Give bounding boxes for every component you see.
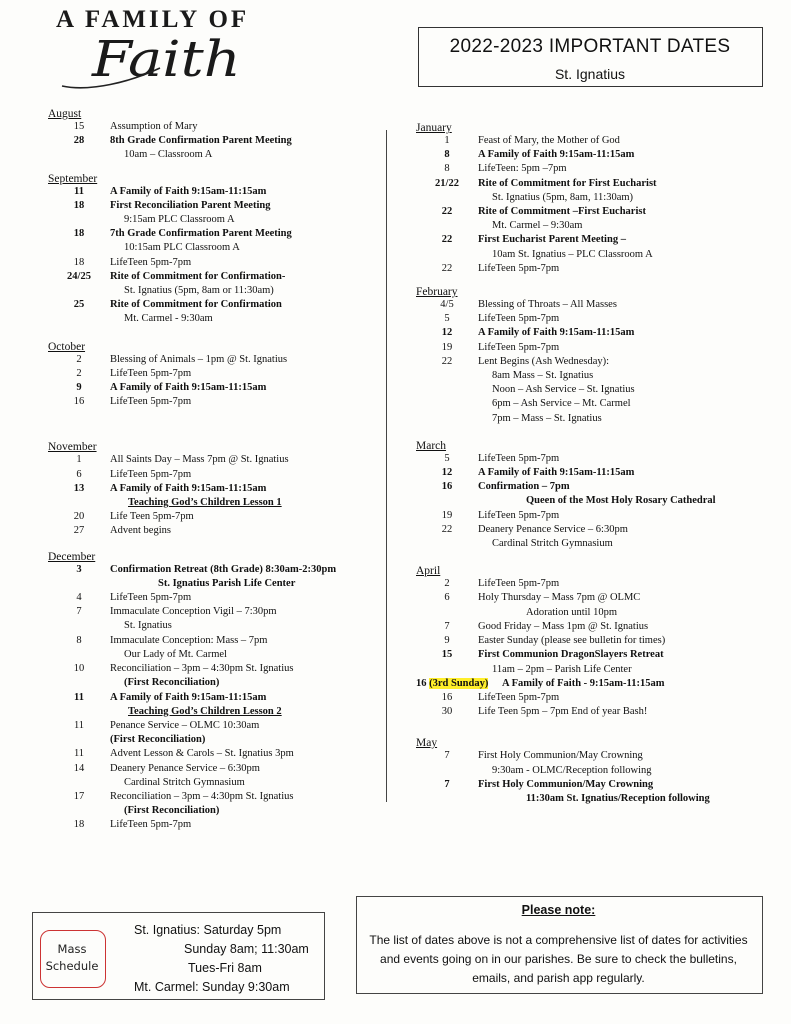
date-cell: 6 <box>444 592 450 604</box>
event-text: First Holy Communion/May Crowning <box>478 750 643 762</box>
date-row <box>48 256 378 270</box>
date-row <box>416 248 762 262</box>
event-text: Assumption of Mary <box>110 121 198 132</box>
event-text: LifeTeen 5pm-7pm <box>478 452 560 464</box>
date-cell: 18 <box>73 199 85 211</box>
date-row <box>416 606 762 620</box>
event-text: Immaculate Conception Vigil – 7:30pm <box>110 606 277 618</box>
date-row <box>48 353 378 367</box>
event-text: Confirmation – 7pm <box>478 481 570 493</box>
event-text: LifeTeen 5pm-7pm <box>110 367 192 379</box>
date-cell: 6 <box>76 468 82 480</box>
date-row <box>48 185 378 199</box>
highlight-badge: (3rd Sunday) <box>429 677 489 689</box>
event-text: 9:15am PLC Classroom A <box>124 214 235 226</box>
date-row <box>48 804 378 818</box>
date-cell: 18 <box>73 256 85 268</box>
event-text: LifeTeen 5pm-7pm <box>110 396 192 408</box>
date-row <box>48 134 378 148</box>
event-text: A Family of Faith 9:15am-11:15am <box>110 691 267 703</box>
date-cell <box>48 213 110 227</box>
date-cell: 11 <box>74 185 84 197</box>
date-row <box>416 591 762 605</box>
date-cell <box>48 619 110 633</box>
event-text: (First Reconciliation) <box>110 734 206 746</box>
date-row <box>48 241 378 255</box>
date-cell: 12 <box>441 327 453 339</box>
date-cell: 4 <box>76 592 82 604</box>
event-text: 10am St. Ignatius – PLC Classroom A <box>492 248 653 260</box>
date-row <box>48 605 378 619</box>
date-cell <box>48 284 110 298</box>
date-row <box>48 367 378 381</box>
event-text: Rite of Commitment for Confirmation- <box>110 270 286 282</box>
date-cell <box>416 248 478 262</box>
date-row <box>48 619 378 633</box>
date-row <box>48 634 378 648</box>
date-cell <box>416 191 478 205</box>
date-row <box>416 764 762 778</box>
event-text: (First Reconciliation) <box>124 677 220 689</box>
event-text: St. Ignatius (5pm, 8am, 11:30am) <box>492 191 634 203</box>
date-cell <box>416 663 478 677</box>
month-section <box>416 286 762 426</box>
date-row <box>48 563 378 577</box>
date-cell <box>48 577 110 591</box>
event-text: LifeTeen 5pm-7pm <box>478 509 560 521</box>
event-text: 11am – 2pm – Parish Life Center <box>492 663 632 675</box>
date-cell: 3 <box>76 563 82 575</box>
event-text: Life Teen 5pm-7pm <box>110 511 194 523</box>
date-row <box>416 523 762 537</box>
parish-name: St. Ignatius <box>554 66 626 82</box>
month-heading: September <box>48 172 98 185</box>
date-row <box>416 341 762 355</box>
event-text: All Saints Day – Mass 7pm @ St. Ignatius <box>110 454 289 466</box>
event-text: 9:30am - OLMC/Reception following <box>492 764 652 776</box>
date-cell: 22 <box>441 355 453 367</box>
event-text: 8th Grade Confirmation Parent Meeting <box>110 135 292 147</box>
date-cell <box>416 397 478 411</box>
event-text: Good Friday – Mass 1pm @ St. Ignatius <box>478 620 649 632</box>
event-text: Rite of Commitment for First Eucharist <box>478 177 657 189</box>
event-text: Noon – Ash Service – St. Ignatius <box>492 384 635 396</box>
date-cell: 27 <box>73 525 85 537</box>
mass-line: Mt. Carmel: Sunday 9:30am <box>134 980 290 994</box>
date-cell: 18 <box>73 228 85 240</box>
date-row <box>416 480 762 494</box>
event-text: Reconciliation – 3pm – 4:30pm St. Ignatius <box>110 790 294 802</box>
date-cell: 11 <box>73 748 85 760</box>
event-text: LifeTeen 5pm-7pm <box>478 313 560 325</box>
date-cell: 15 <box>73 121 85 132</box>
date-cell <box>416 764 478 778</box>
date-row <box>416 648 762 662</box>
date-cell: 7 <box>444 620 450 632</box>
month-heading: February <box>416 286 458 299</box>
date-row <box>416 326 762 340</box>
event-text: Teaching God’s Children Lesson 2 <box>128 705 282 717</box>
date-row <box>48 790 378 804</box>
date-cell: 16 (3rd Sunday) <box>416 677 489 689</box>
date-cell: 8 <box>444 163 450 175</box>
date-row <box>48 705 378 719</box>
event-text: Immaculate Conception: Mass – 7pm <box>110 634 268 646</box>
date-row <box>48 577 378 591</box>
date-row <box>48 120 378 134</box>
month-heading: December <box>48 550 96 563</box>
date-cell: 22 <box>441 206 453 218</box>
event-text: Mt. Carmel - 9:30am <box>124 313 213 325</box>
date-row <box>48 676 378 690</box>
event-text: LifeTeen 5pm-7pm <box>110 468 192 480</box>
date-row <box>416 634 762 648</box>
date-row <box>48 818 378 832</box>
date-cell: 7 <box>444 750 450 762</box>
event-text: 7pm – Mass – St. Ignatius <box>492 412 602 424</box>
date-cell <box>416 219 478 233</box>
date-row <box>416 792 762 806</box>
event-text: A Family of Faith - 9:15am-11:15am <box>502 677 665 689</box>
date-cell: 1 <box>444 135 450 146</box>
date-row <box>48 510 378 524</box>
event-text: A Family of Faith 9:15am-11:15am <box>478 327 635 339</box>
date-row <box>48 733 378 747</box>
date-row <box>416 134 762 148</box>
event-text: Confirmation Retreat (8th Grade) 8:30am-2:30pm <box>110 563 337 575</box>
date-row <box>48 395 378 409</box>
event-text: 8am Mass – St. Ignatius <box>492 370 594 382</box>
date-cell: 9 <box>444 635 450 647</box>
date-row <box>416 355 762 369</box>
date-cell <box>48 776 110 790</box>
column-divider <box>386 130 387 802</box>
date-cell: 16 <box>73 396 85 408</box>
date-cell <box>416 383 478 397</box>
date-cell: 16 <box>441 691 453 703</box>
event-text: Deanery Penance Service – 6:30pm <box>110 762 260 774</box>
logo-script: Faith <box>92 30 241 88</box>
date-row <box>416 369 762 383</box>
date-cell: 22 <box>441 234 453 246</box>
event-text: Penance Service – OLMC 10:30am <box>110 719 260 731</box>
date-row <box>416 691 762 705</box>
event-text: Rite of Commitment for Confirmation <box>110 299 282 311</box>
date-cell: 20 <box>73 511 85 523</box>
date-row <box>48 270 378 284</box>
mass-line: Sunday 8am; 11:30am <box>184 942 309 956</box>
event-text: LifeTeen 5pm-7pm <box>478 341 560 353</box>
event-text: Advent begins <box>110 525 171 537</box>
date-cell: 8 <box>76 634 82 646</box>
event-text: A Family of Faith 9:15am-11:15am <box>110 382 267 394</box>
event-text: LifeTeen 5pm-7pm <box>110 256 192 268</box>
date-cell: 9 <box>76 382 82 394</box>
date-row <box>48 591 378 605</box>
date-cell: 4/5 <box>440 299 454 311</box>
event-text: Feast of Mary, the Mother of God <box>478 135 620 146</box>
date-cell <box>416 537 478 551</box>
event-text: Lent Begins (Ash Wednesday): <box>478 355 610 367</box>
date-row <box>416 191 762 205</box>
date-cell <box>48 148 110 162</box>
mass-line: St. Ignatius: Saturday 5pm <box>134 923 282 937</box>
event-text: 7th Grade Confirmation Parent Meeting <box>110 228 292 240</box>
date-row <box>416 412 762 426</box>
date-cell: 24/25 <box>67 270 91 282</box>
date-row <box>48 496 378 510</box>
date-cell: 18 <box>73 819 85 831</box>
date-row <box>416 677 762 691</box>
date-row <box>416 620 762 634</box>
event-text: Advent Lesson & Carols – St. Ignatius 3pm <box>110 748 294 760</box>
date-cell: 30 <box>441 706 453 718</box>
date-cell: 19 <box>441 341 453 353</box>
date-cell: 10 <box>73 663 85 675</box>
date-row <box>416 705 762 719</box>
event-text: Easter Sunday (please see bulletin for times) <box>478 635 666 647</box>
month-section <box>48 341 378 410</box>
date-cell: 7 <box>76 606 82 618</box>
date-row <box>416 205 762 219</box>
event-text: LifeTeen 5pm-7pm <box>110 819 192 831</box>
date-cell <box>48 241 110 255</box>
event-text: Our Lady of Mt. Carmel <box>124 648 227 660</box>
date-row <box>416 577 762 591</box>
event-text: Cardinal Stritch Gymnasium <box>492 538 613 550</box>
date-row <box>48 468 378 482</box>
event-text: Mt. Carmel – 9:30am <box>492 220 583 232</box>
date-cell <box>48 804 110 818</box>
month-heading: January <box>416 122 452 134</box>
date-row <box>416 397 762 411</box>
event-text: First Reconciliation Parent Meeting <box>110 199 271 211</box>
month-section <box>48 108 378 163</box>
date-cell: 16 <box>441 481 453 493</box>
date-cell: 22 <box>441 262 453 274</box>
date-cell: 5 <box>444 313 450 325</box>
date-row <box>48 747 378 761</box>
event-text: 10am – Classroom A <box>124 149 213 161</box>
event-text: First Communion DragonSlayers Retreat <box>478 649 664 661</box>
note-title: Please note: <box>521 903 596 917</box>
date-row <box>416 312 762 326</box>
event-text: Holy Thursday – Mass 7pm @ OLMC <box>478 592 641 604</box>
left-calendar-column <box>48 108 378 833</box>
event-text: Life Teen 5pm – 7pm End of year Bash! <box>478 706 648 718</box>
event-text: First Holy Communion/May Crowning <box>478 778 654 790</box>
date-cell: 15 <box>441 649 453 661</box>
date-row <box>416 262 762 276</box>
date-row <box>48 776 378 790</box>
event-text: Adoration until 10pm <box>526 606 617 618</box>
date-row <box>416 233 762 247</box>
event-text: A Family of Faith 9:15am-11:15am <box>110 185 267 197</box>
date-cell <box>48 733 110 747</box>
date-cell: 14 <box>73 762 85 774</box>
date-cell: 12 <box>441 467 453 479</box>
date-row <box>48 227 378 241</box>
date-cell <box>416 606 478 620</box>
date-row <box>48 199 378 213</box>
event-text: Cardinal Stritch Gymnasium <box>124 776 245 788</box>
date-row <box>416 383 762 397</box>
event-text: Teaching God’s Children Lesson 1 <box>128 497 282 509</box>
date-cell: 11 <box>73 719 85 731</box>
event-text: LifeTeen 5pm-7pm <box>478 262 560 274</box>
date-row <box>416 749 762 763</box>
date-cell <box>48 496 110 510</box>
event-text: 10:15am PLC Classroom A <box>124 242 240 254</box>
event-text: A Family of Faith 9:15am-11:15am <box>478 149 635 161</box>
month-section <box>48 551 378 833</box>
date-row <box>416 162 762 176</box>
month-heading: March <box>416 439 447 452</box>
date-row <box>48 662 378 676</box>
date-row <box>48 298 378 312</box>
month-heading: August <box>48 108 82 120</box>
date-row <box>48 213 378 227</box>
date-cell: 2 <box>76 367 82 379</box>
date-cell: 8 <box>444 149 450 161</box>
event-text: Blessing of Throats – All Masses <box>478 299 617 311</box>
month-section <box>416 122 762 276</box>
date-row <box>416 466 762 480</box>
event-text: First Eucharist Parent Meeting – <box>478 234 626 246</box>
mass-schedule-times <box>134 921 309 997</box>
date-row <box>416 663 762 677</box>
date-cell: 5 <box>444 452 450 464</box>
date-cell: 2 <box>444 578 450 590</box>
date-cell: 11 <box>74 691 84 703</box>
date-cell <box>48 648 110 662</box>
date-row <box>416 148 762 162</box>
date-row <box>48 482 378 496</box>
date-cell: 25 <box>73 299 85 311</box>
date-cell: 21/22 <box>435 177 459 189</box>
date-row <box>48 762 378 776</box>
month-section <box>416 737 762 806</box>
date-row <box>416 298 762 312</box>
date-cell <box>416 412 478 426</box>
date-row <box>48 691 378 705</box>
date-cell: 13 <box>73 482 85 494</box>
date-row <box>48 524 378 538</box>
month-section <box>416 440 762 551</box>
month-section <box>48 441 378 538</box>
event-text: A Family of Faith 9:15am-11:15am <box>478 467 635 479</box>
note-body: The list of dates above is not a comprehensive list of dates for activities and events going on in our parishes. Be sure to check the bulletins, emails, and parish app regularly. <box>369 933 748 985</box>
event-text: Rite of Commitment –First Eucharist <box>478 206 646 218</box>
date-cell: 17 <box>73 790 85 802</box>
date-row <box>416 452 762 466</box>
date-row <box>416 494 762 508</box>
date-row <box>416 219 762 233</box>
date-row <box>48 381 378 395</box>
date-row <box>48 312 378 326</box>
page-title: 2022-2023 IMPORTANT DATES <box>449 36 731 57</box>
date-row <box>416 537 762 551</box>
mass-line: Tues-Fri 8am <box>188 961 262 975</box>
event-text: St. Ignatius (5pm, 8am or 11:30am) <box>124 285 274 297</box>
date-cell: 2 <box>76 353 82 365</box>
date-row <box>48 719 378 733</box>
date-cell <box>416 494 478 508</box>
event-text: A Family of Faith 9:15am-11:15am <box>110 482 267 494</box>
date-cell: 7 <box>444 778 450 790</box>
event-text: St. Ignatius <box>124 620 172 632</box>
event-text: LifeTeen: 5pm –7pm <box>478 163 567 175</box>
date-cell <box>416 792 478 806</box>
logo-title: A FAMILY OF <box>56 6 250 33</box>
event-text: (First Reconciliation) <box>124 805 220 817</box>
month-section <box>48 173 378 327</box>
date-row <box>48 453 378 467</box>
month-heading: November <box>48 441 97 454</box>
date-cell <box>48 312 110 326</box>
date-cell <box>48 705 110 719</box>
date-cell <box>416 369 478 383</box>
date-row <box>48 648 378 662</box>
date-cell: 19 <box>441 509 453 521</box>
logo-swoosh-icon <box>60 62 170 92</box>
month-heading: May <box>416 737 438 750</box>
date-row <box>416 778 762 792</box>
event-text: 6pm – Ash Service – Mt. Carmel <box>492 398 631 410</box>
event-text: LifeTeen 5pm-7pm <box>478 578 560 590</box>
date-cell: 28 <box>73 135 85 147</box>
date-cell: 22 <box>441 523 453 535</box>
mass-schedule-label: Mass Schedule <box>45 942 99 973</box>
event-text: Queen of the Most Holy Rosary Cathedral <box>526 495 716 507</box>
date-cell <box>48 676 110 690</box>
event-text: Blessing of Animals – 1pm @ St. Ignatius <box>110 353 288 365</box>
month-heading: April <box>416 565 441 578</box>
right-calendar-column <box>416 122 762 806</box>
event-text: LifeTeen 5pm-7pm <box>478 691 560 703</box>
event-text: Deanery Penance Service – 6:30pm <box>478 523 628 535</box>
date-row <box>48 148 378 162</box>
date-row <box>416 177 762 191</box>
event-text: St. Ignatius Parish Life Center <box>158 577 296 589</box>
date-row <box>416 509 762 523</box>
event-text: 11:30am St. Ignatius/Reception following <box>526 792 710 804</box>
date-cell: 1 <box>76 454 82 466</box>
month-section <box>416 565 762 719</box>
event-text: Reconciliation – 3pm – 4:30pm St. Ignatius <box>110 663 294 675</box>
date-row <box>48 284 378 298</box>
event-text: LifeTeen 5pm-7pm <box>110 592 192 604</box>
month-heading: October <box>48 340 86 353</box>
